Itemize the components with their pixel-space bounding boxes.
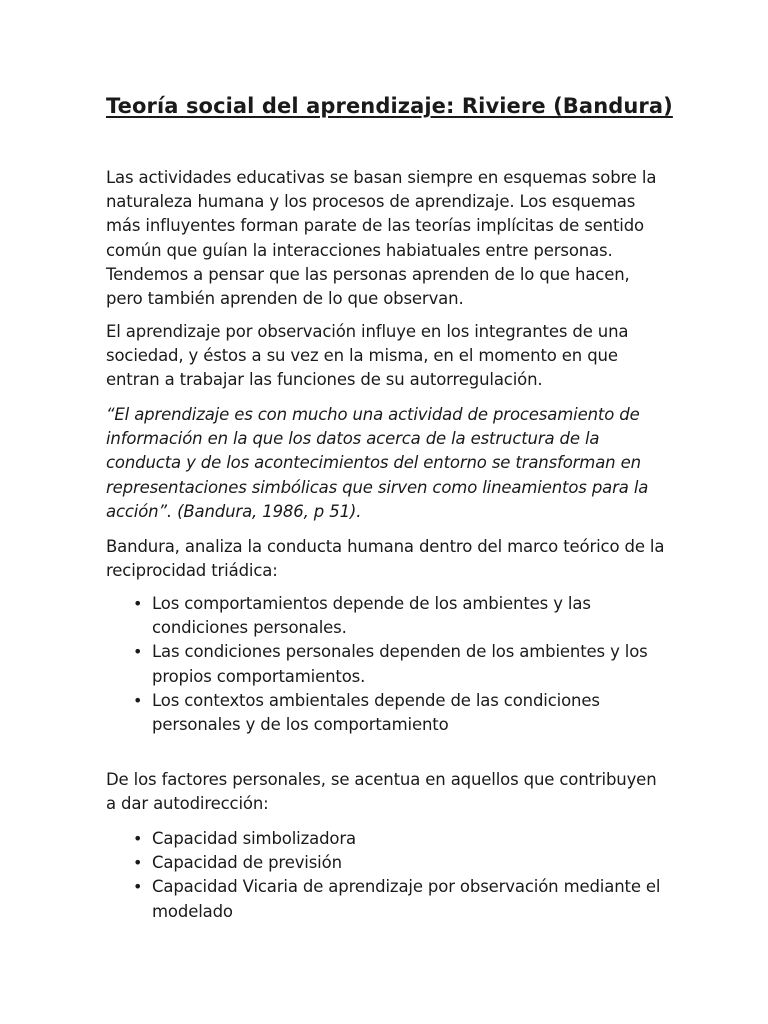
list-item-text: Los contextos ambientales depende de las condiciones personales y de los comportamiento — [152, 690, 600, 735]
list-item — [106, 875, 666, 923]
list-item — [106, 851, 666, 875]
list-item — [106, 592, 666, 640]
list-item-text: Las condiciones personales dependen de los ambientes y los propios comportamientos. — [152, 642, 648, 686]
list-item — [106, 827, 666, 851]
bullet-icon: • — [133, 594, 143, 613]
bullet-icon: • — [133, 642, 143, 662]
bandura-quote: “El aprendizaje es con mucho una actividad de procesamiento de información en la que los datos acerca de la estructura de la conducta y de los acontecimientos del entorno se transforman en representaciones simbólicas que sirven como lineamientos para la acción”. (Bandura, 1986, p 51). — [106, 405, 649, 521]
paragraph-personal-factors: De los factores personales, se acentua en aquellos que contribuyen a dar autodirección: — [106, 770, 657, 814]
bullet-icon: • — [133, 829, 143, 848]
paragraph-triadic: Bandura, analiza la conducta humana dentro del marco teórico de la reciprocidad triádica: — [106, 537, 665, 581]
bullet-icon: • — [133, 877, 143, 897]
capacities-list — [106, 827, 666, 924]
list-item-text: Los comportamientos depende de los ambientes y las condiciones personales. — [152, 594, 591, 638]
document-title: Teoría social del aprendizaje: Riviere (Bandura) — [106, 94, 673, 118]
bullet-icon: • — [133, 853, 143, 873]
paragraph-observation: El aprendizaje por observación influye en los integrantes de una sociedad, y éstos a su vez en la misma, en el momento en que entran a trabajar las funciones de su autorregulación. — [106, 322, 629, 390]
triadic-list — [106, 592, 666, 737]
list-item — [106, 689, 666, 737]
list-item-text: Capacidad de previsión — [152, 853, 342, 873]
list-item-text: Capacidad simbolizadora — [152, 829, 356, 848]
bullet-icon: • — [133, 690, 143, 710]
list-item — [106, 640, 666, 688]
paragraph-intro: Las actividades educativas se basan siempre en esquemas sobre la naturaleza humana y los procesos de aprendizaje. Los esquemas más influyentes forman parate de las teorías implícitas de sentido común que guían la interacciones habiatuales entre personas. Tendemos a pensar que las personas aprenden de lo que hacen, pero también aprenden de lo que observan. — [106, 168, 657, 309]
list-item-text: Capacidad Vicaria de aprendizaje por observación mediante el modelado — [152, 877, 661, 921]
